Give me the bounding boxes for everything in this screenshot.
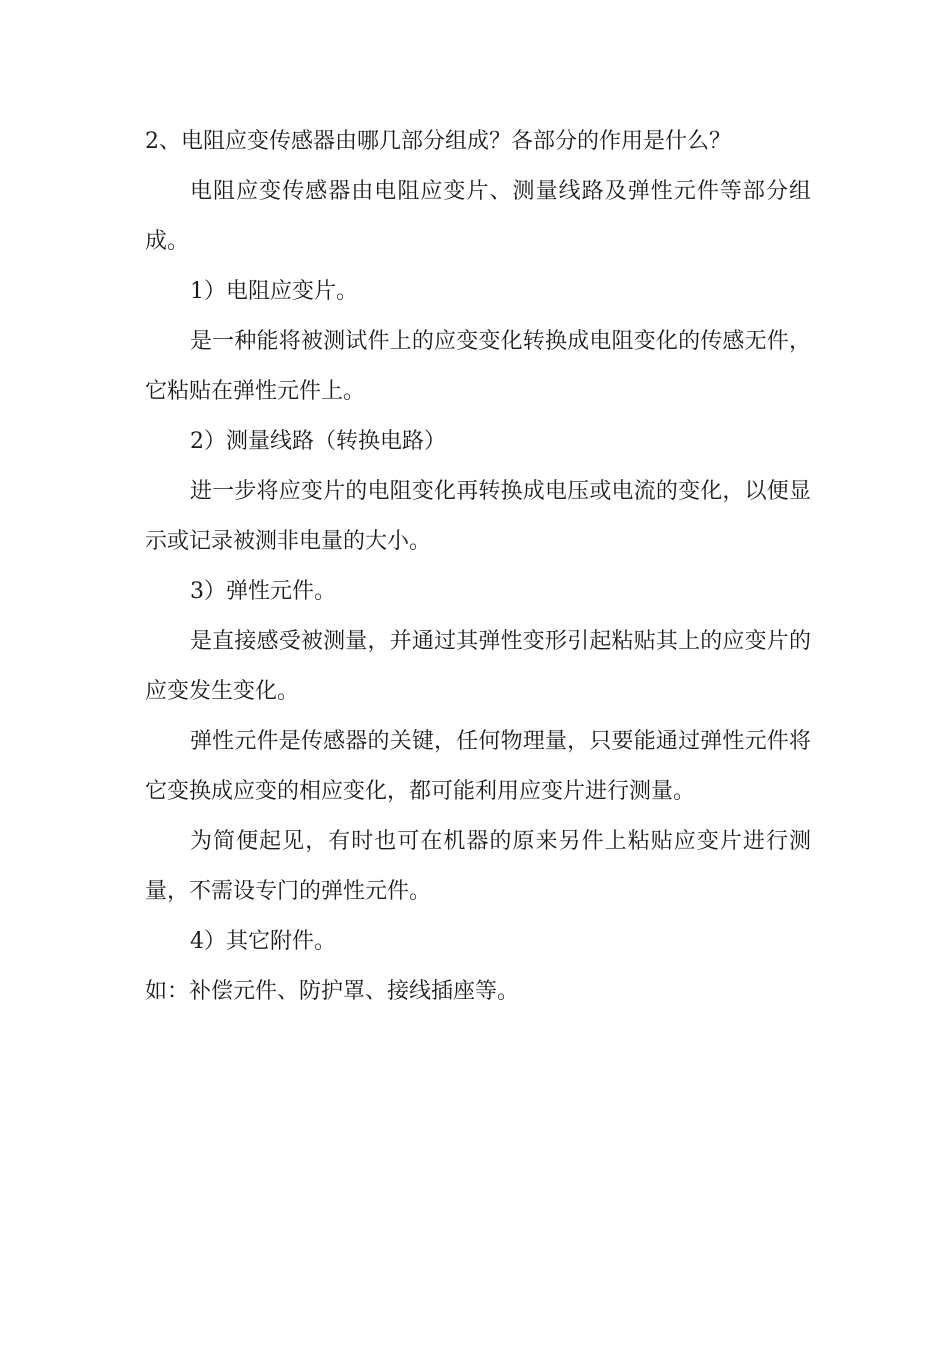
part2-paragraph: 进一步将应变片的电阻变化再转换成电压或电流的变化，以便显示或记录被测非电量的大小。 bbox=[145, 479, 811, 554]
intro-paragraph: 电阻应变传感器由电阻应变片、测量线路及弹性元件等部分组成。 bbox=[145, 179, 811, 254]
part3-paragraph-3: 为简便起见，有时也可在机器的原来另件上粘贴应变片进行测量，不需设专门的弹性元件。 bbox=[145, 829, 811, 904]
part1-paragraph: 是一种能将被测试件上的应变变化转换成电阻变化的传感无件，它粘贴在弹性元件上。 bbox=[145, 329, 811, 404]
part3-heading: 3）弹性元件。 bbox=[190, 579, 336, 604]
part3-paragraph-1: 是直接感受被测量，并通过其弹性变形引起粘贴其上的应变片的应变发生变化。 bbox=[145, 629, 811, 704]
part2-heading: 2）测量线路（转换电路） bbox=[190, 429, 446, 454]
part4-paragraph: 如：补偿元件、防护罩、接线插座等。 bbox=[145, 979, 520, 1004]
part1-heading: 1）电阻应变片。 bbox=[190, 279, 358, 304]
part4-heading: 4）其它附件。 bbox=[190, 929, 336, 954]
document-body bbox=[145, 117, 811, 1017]
question-heading: 2、电阻应变传感器由哪几部分组成？各部分的作用是什么？ bbox=[145, 129, 731, 154]
part3-paragraph-2: 弹性元件是传感器的关键，任何物理量，只要能通过弹性元件将它变换成应变的相应变化，都可能利用应变片进行测量。 bbox=[145, 729, 811, 804]
